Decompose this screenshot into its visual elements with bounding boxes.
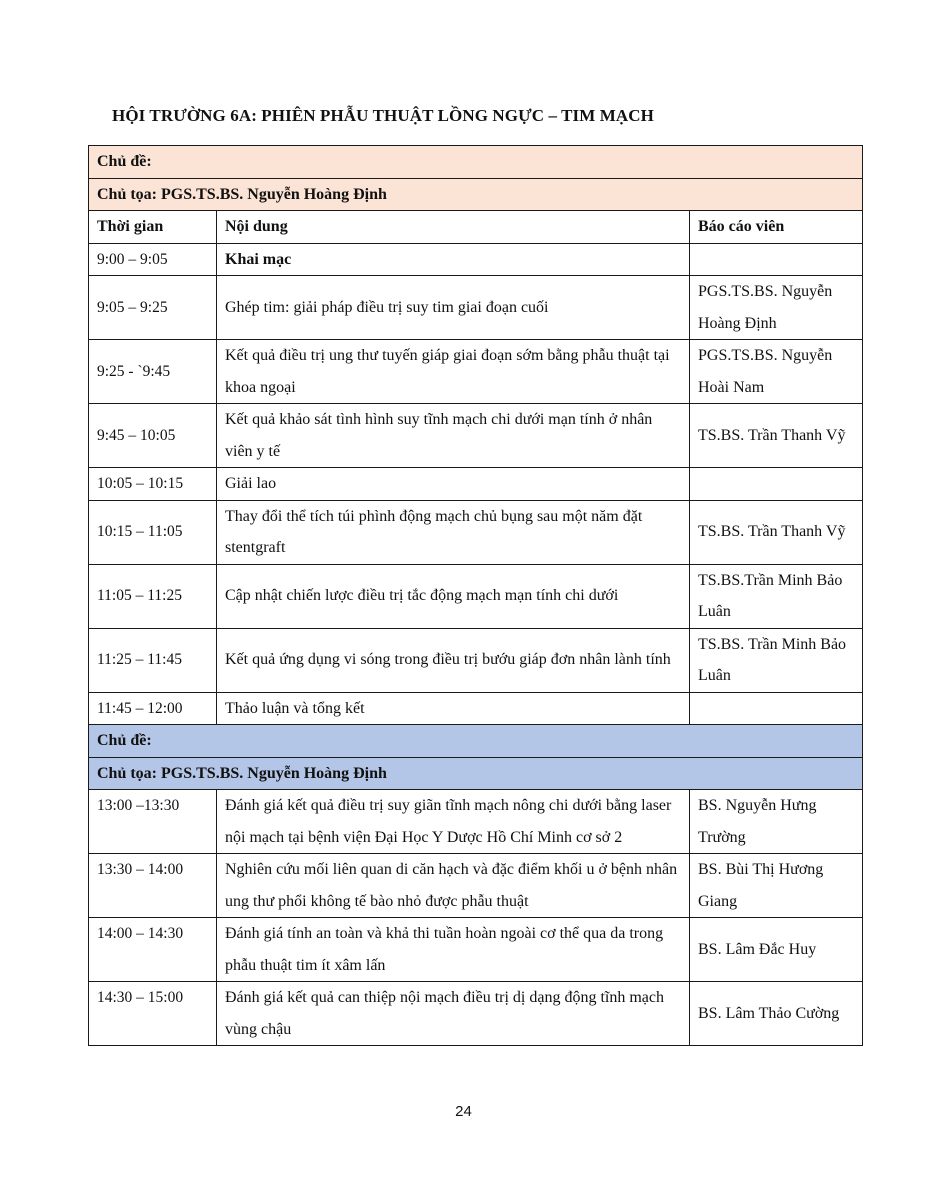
table-row	[89, 790, 863, 854]
table-row	[89, 243, 863, 276]
session-2-topic-label: Chủ đề:	[89, 725, 863, 758]
content-cell: Kết quả khảo sát tình hình suy tĩnh mạch chi dưới mạn tính ở nhân viên y tế	[217, 404, 690, 468]
speaker-cell: BS. Nguyễn Hưng Trường	[690, 790, 863, 854]
speaker-cell: PGS.TS.BS. Nguyễn Hoài Nam	[690, 340, 863, 404]
table-row	[89, 564, 863, 628]
table-row	[89, 628, 863, 692]
content-cell: Kết quả ứng dụng vi sóng trong điều trị bướu giáp đơn nhân lành tính	[217, 628, 690, 692]
content-cell: Đánh giá tính an toàn và khả thi tuần hoàn ngoài cơ thể qua da trong phẫu thuật tim ít xâm lấn	[217, 918, 690, 982]
content-cell: Khai mạc	[217, 243, 690, 276]
content-cell: Thay đổi thể tích túi phình động mạch chủ bụng sau một năm đặt stentgraft	[217, 500, 690, 564]
content-cell: Kết quả điều trị ung thư tuyến giáp giai đoạn sớm bằng phẫu thuật tại khoa ngoại	[217, 340, 690, 404]
table-row	[89, 854, 863, 918]
content-cell: Đánh giá kết quả điều trị suy giãn tĩnh mạch nông chi dưới bằng laser nội mạch tại bệnh viện Đại Học Y Dược Hồ Chí Minh cơ sở 2	[217, 790, 690, 854]
session-1-topic-row	[89, 146, 863, 179]
session-1-topic-label: Chủ đề:	[89, 146, 863, 179]
header-time: Thời gian	[89, 211, 217, 244]
speaker-cell: BS. Bùi Thị Hương Giang	[690, 854, 863, 918]
speaker-cell: TS.BS. Trần Thanh Vỹ	[690, 404, 863, 468]
speaker-cell	[690, 692, 863, 725]
content-cell: Giải lao	[217, 468, 690, 501]
table-row	[89, 276, 863, 340]
table-header-row	[89, 211, 863, 244]
speaker-cell: PGS.TS.BS. Nguyễn Hoàng Định	[690, 276, 863, 340]
table-row	[89, 982, 863, 1046]
time-cell: 9:45 – 10:05	[89, 404, 217, 468]
speaker-cell: BS. Lâm Đắc Huy	[690, 918, 863, 982]
table-row	[89, 918, 863, 982]
content-cell: Ghép tim: giải pháp điều trị suy tim giai đoạn cuối	[217, 276, 690, 340]
session-2-chair-row	[89, 757, 863, 790]
content-cell: Đánh giá kết quả can thiệp nội mạch điều trị dị dạng động tĩnh mạch vùng chậu	[217, 982, 690, 1046]
time-cell: 9:00 – 9:05	[89, 243, 217, 276]
table-row	[89, 404, 863, 468]
speaker-cell: TS.BS. Trần Minh Bảo Luân	[690, 628, 863, 692]
table-row	[89, 500, 863, 564]
time-cell: 13:30 – 14:00	[89, 854, 217, 918]
time-cell: 11:25 – 11:45	[89, 628, 217, 692]
time-cell: 10:15 – 11:05	[89, 500, 217, 564]
time-cell: 9:05 – 9:25	[89, 276, 217, 340]
time-cell: 10:05 – 10:15	[89, 468, 217, 501]
time-cell: 11:05 – 11:25	[89, 564, 217, 628]
page-number: 24	[455, 1103, 472, 1120]
table-row	[89, 692, 863, 725]
schedule-table	[88, 145, 863, 1046]
time-cell: 13:00 –13:30	[89, 790, 217, 854]
session-2-topic-row	[89, 725, 863, 758]
content-cell: Thảo luận và tổng kết	[217, 692, 690, 725]
header-speaker: Báo cáo viên	[690, 211, 863, 244]
speaker-cell: TS.BS. Trần Thanh Vỹ	[690, 500, 863, 564]
page-title: HỘI TRƯỜNG 6A: PHIÊN PHẪU THUẬT LỒNG NGỰC – TIM MẠCH	[112, 106, 654, 125]
session-1-chair-label: Chủ tọa: PGS.TS.BS. Nguyễn Hoàng Định	[89, 178, 863, 211]
speaker-cell: TS.BS.Trần Minh Bảo Luân	[690, 564, 863, 628]
time-cell: 14:00 – 14:30	[89, 918, 217, 982]
table-row	[89, 468, 863, 501]
time-cell: 14:30 – 15:00	[89, 982, 217, 1046]
speaker-cell	[690, 468, 863, 501]
session-2-chair-label: Chủ tọa: PGS.TS.BS. Nguyễn Hoàng Định	[89, 757, 863, 790]
time-cell: 11:45 – 12:00	[89, 692, 217, 725]
header-content: Nội dung	[217, 211, 690, 244]
speaker-cell	[690, 243, 863, 276]
content-cell: Cập nhật chiến lược điều trị tắc động mạch mạn tính chi dưới	[217, 564, 690, 628]
speaker-cell: BS. Lâm Thảo Cường	[690, 982, 863, 1046]
content-cell: Nghiên cứu mối liên quan di căn hạch và đặc điểm khối u ở bệnh nhân ung thư phổi không tế bào nhỏ được phẫu thuật	[217, 854, 690, 918]
time-cell: 9:25 - `9:45	[89, 340, 217, 404]
session-1-chair-row	[89, 178, 863, 211]
table-row	[89, 340, 863, 404]
